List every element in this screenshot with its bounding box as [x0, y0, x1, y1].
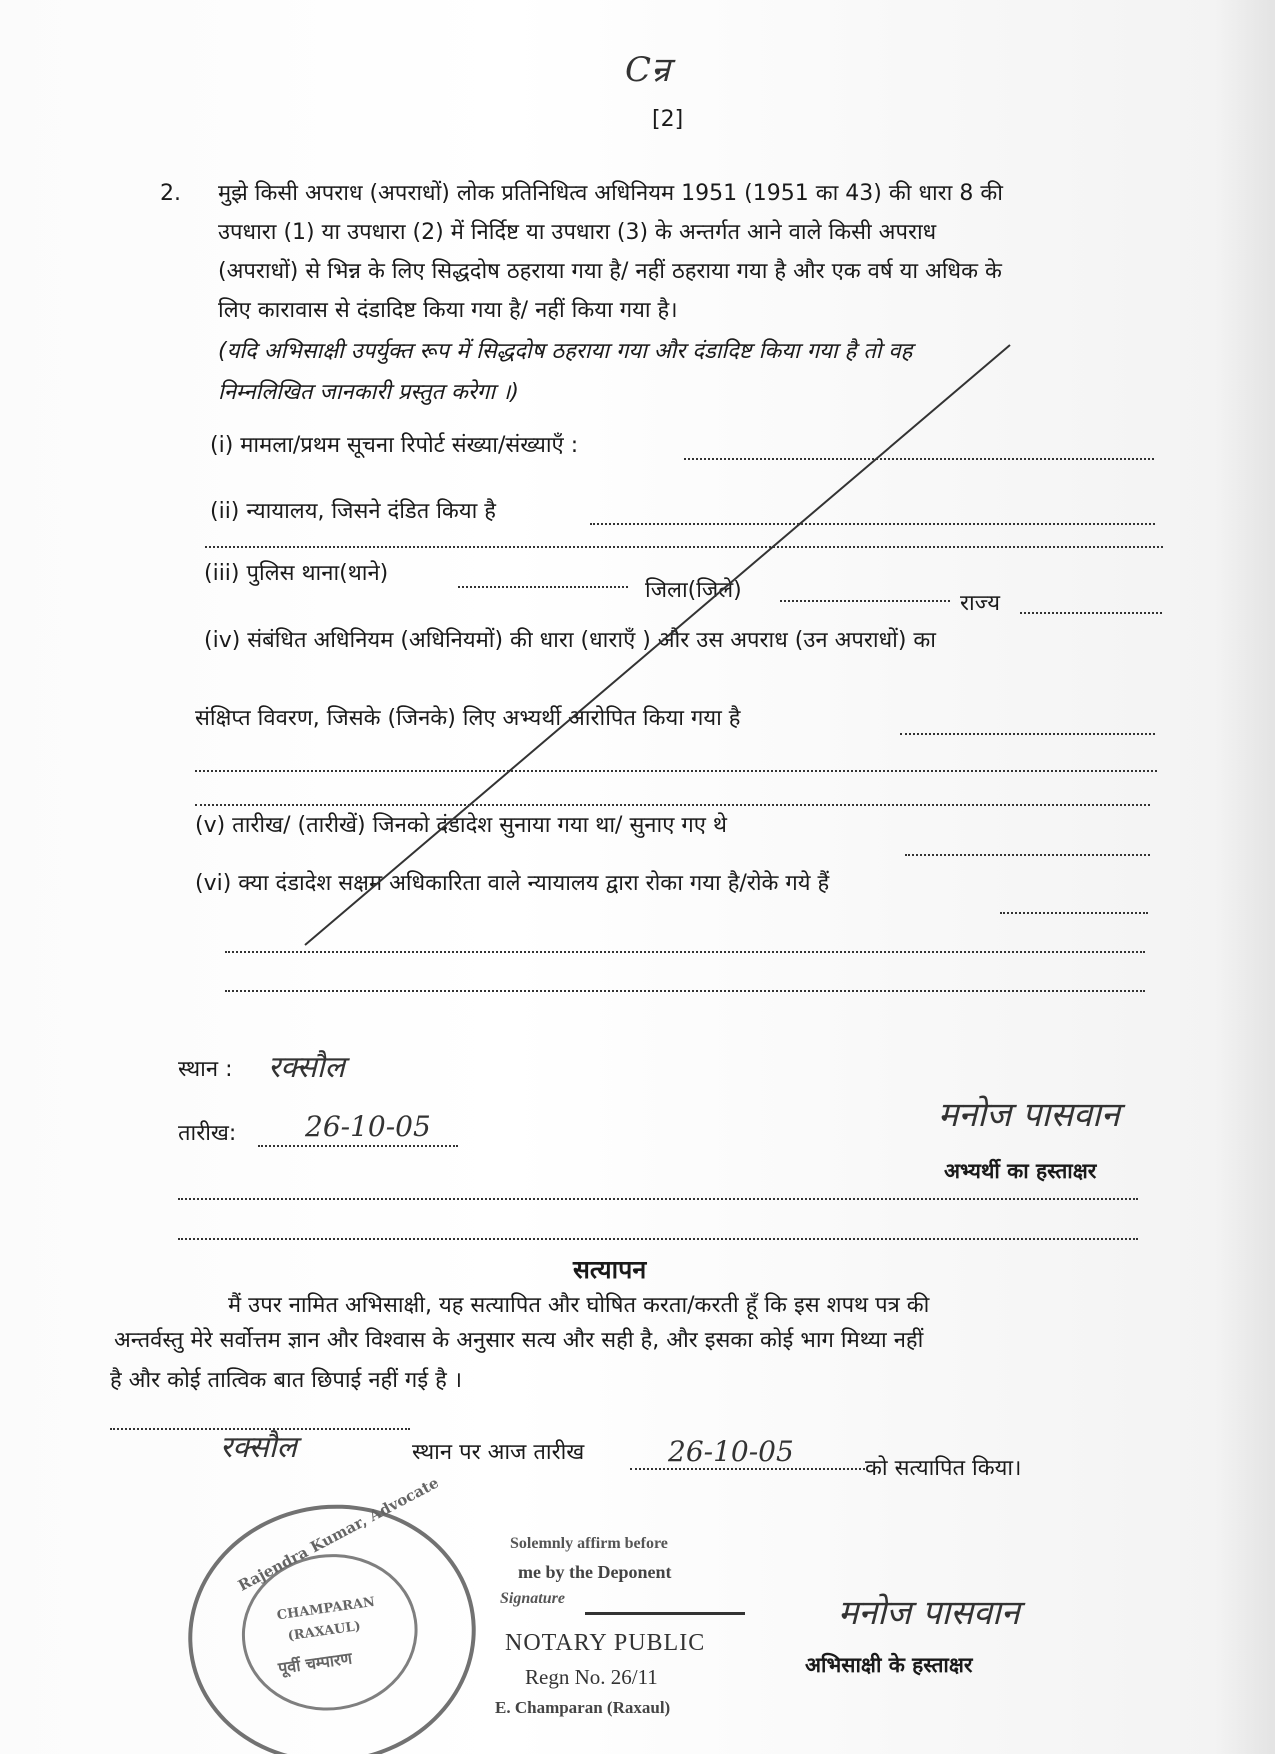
separator-dots-1: [178, 1198, 1138, 1200]
place-label: स्थान :: [178, 1057, 233, 1082]
section-number: 2.: [160, 181, 181, 206]
notary-line-1: Solemnly affirm before: [510, 1535, 668, 1552]
handwritten-page-mark: Cन्र: [625, 50, 670, 90]
notary-line-3: Signature: [500, 1590, 565, 1607]
date-field: [258, 1145, 458, 1147]
candidate-signature: मनोज पासवान: [938, 1095, 1120, 1135]
verification-middle-text: स्थान पर आज तारीख: [412, 1440, 585, 1465]
candidate-signature-caption: अभ्यर्थी का हस्ताक्षर: [944, 1159, 1097, 1183]
stamp-top-text: Rajendra Kumar, Advocate: [235, 1473, 442, 1595]
item-v-label: (v) तारीख/ (तारीखें) जिनको दंडादेश सुनाया गया था/ सुनाए गए थे: [195, 813, 727, 838]
verification-date-field: [630, 1468, 865, 1470]
stamp-bottom-text: पूर्वी चम्पारण: [276, 1648, 354, 1678]
stamp-mid-text-2: (RAXAUL): [286, 1619, 362, 1645]
notary-line-4: NOTARY PUBLIC: [505, 1630, 706, 1656]
item-iii-police-label: (iii) पुलिस थाना(थाने): [204, 561, 389, 586]
item-vi-label: (vi) क्या दंडादेश सक्षम अधिकारिता वाले न्यायालय द्वारा रोका गया है/रोके गये हैं: [195, 871, 830, 896]
notary-line-2: me by the Deponent: [518, 1562, 672, 1582]
notary-line-6: E. Champaran (Raxaul): [495, 1698, 671, 1717]
section-line-2: उपधारा (1) या उपधारा (2) में निर्दिष्ट या उपधारा (3) के अन्तर्गत आने वाले किसी अपराध: [218, 220, 937, 245]
verification-line-3: है और कोई तात्विक बात छिपाई नहीं गई है ।: [110, 1368, 463, 1393]
verification-line-1: मैं उपर नामित अभिसाक्षी, यह सत्यापित और घोषित करता/करती हूँ कि इस शपथ पत्र की: [228, 1293, 930, 1318]
verification-end-text: को सत्यापित किया।: [865, 1456, 1022, 1481]
item-iii-state-label: राज्य: [960, 591, 1001, 616]
notary-signature-line: [585, 1612, 745, 1615]
note-line-1: (यदि अभिसाक्षी उपर्युक्त रूप में सिद्धदोष ठहराया गया और दंडादिष्ट किया गया है तो वह: [218, 339, 913, 364]
item-iv-line-2: संक्षिप्त विवरण, जिसके (जिनके) लिए अभ्यर्थी आरोपित किया गया है: [195, 706, 741, 731]
notary-line-5: Regn No. 26/11: [525, 1665, 658, 1689]
separator-dots-2: [178, 1238, 1138, 1240]
stamp-mid-text-1: CHAMPARAN: [275, 1594, 376, 1624]
page-number: [2]: [652, 107, 684, 132]
item-i-label: (i) मामला/प्रथम सूचना रिपोर्ट संख्या/संख्याएँ :: [210, 433, 579, 458]
item-ii-label: (ii) न्यायालय, जिसने दंडित किया है: [210, 499, 496, 524]
item-iv-line-1: (iv) संबंधित अधिनियम (अधिनियमों) की धारा (धाराएँ ) और उस अपराध (उन अपराधों) का: [204, 628, 936, 653]
verification-line-2: अन्तर्वस्तु मेरे सर्वोत्तम ज्ञान और विश्वास के अनुसार सत्य और सही है, और इसका कोई भाग मिथ्या नहीं: [114, 1328, 924, 1353]
verification-title: सत्यापन: [573, 1255, 647, 1284]
item-iii-district-label: जिला(जिले): [645, 578, 742, 603]
verification-place-value: रक्सौल: [220, 1430, 297, 1465]
date-label: तारीख:: [178, 1121, 237, 1146]
section-line-3: (अपराधों) से भिन्न के लिए सिद्धदोष ठहराया गया है/ नहीं ठहराया गया है और एक वर्ष या अधिक के: [218, 259, 1002, 284]
date-value: 26-10-05: [305, 1110, 431, 1143]
verification-date-value: 26-10-05: [668, 1435, 794, 1468]
section-line-1: मुझे किसी अपराध (अपराधों) लोक प्रतिनिधित्व अधिनियम 1951 (1951 का 43) की धारा 8 की: [218, 181, 1003, 206]
deponent-signature-caption: अभिसाक्षी के हस्ताक्षर: [805, 1653, 973, 1677]
note-line-2: निम्नलिखित जानकारी प्रस्तुत करेगा ।): [218, 380, 519, 405]
deponent-signature: मनोज पासवान: [838, 1593, 1020, 1633]
place-value: रक्सौल: [268, 1050, 345, 1085]
section-line-4: लिए कारावास से दंडादिष्ट किया गया है/ नहीं किया गया है।: [218, 298, 678, 323]
